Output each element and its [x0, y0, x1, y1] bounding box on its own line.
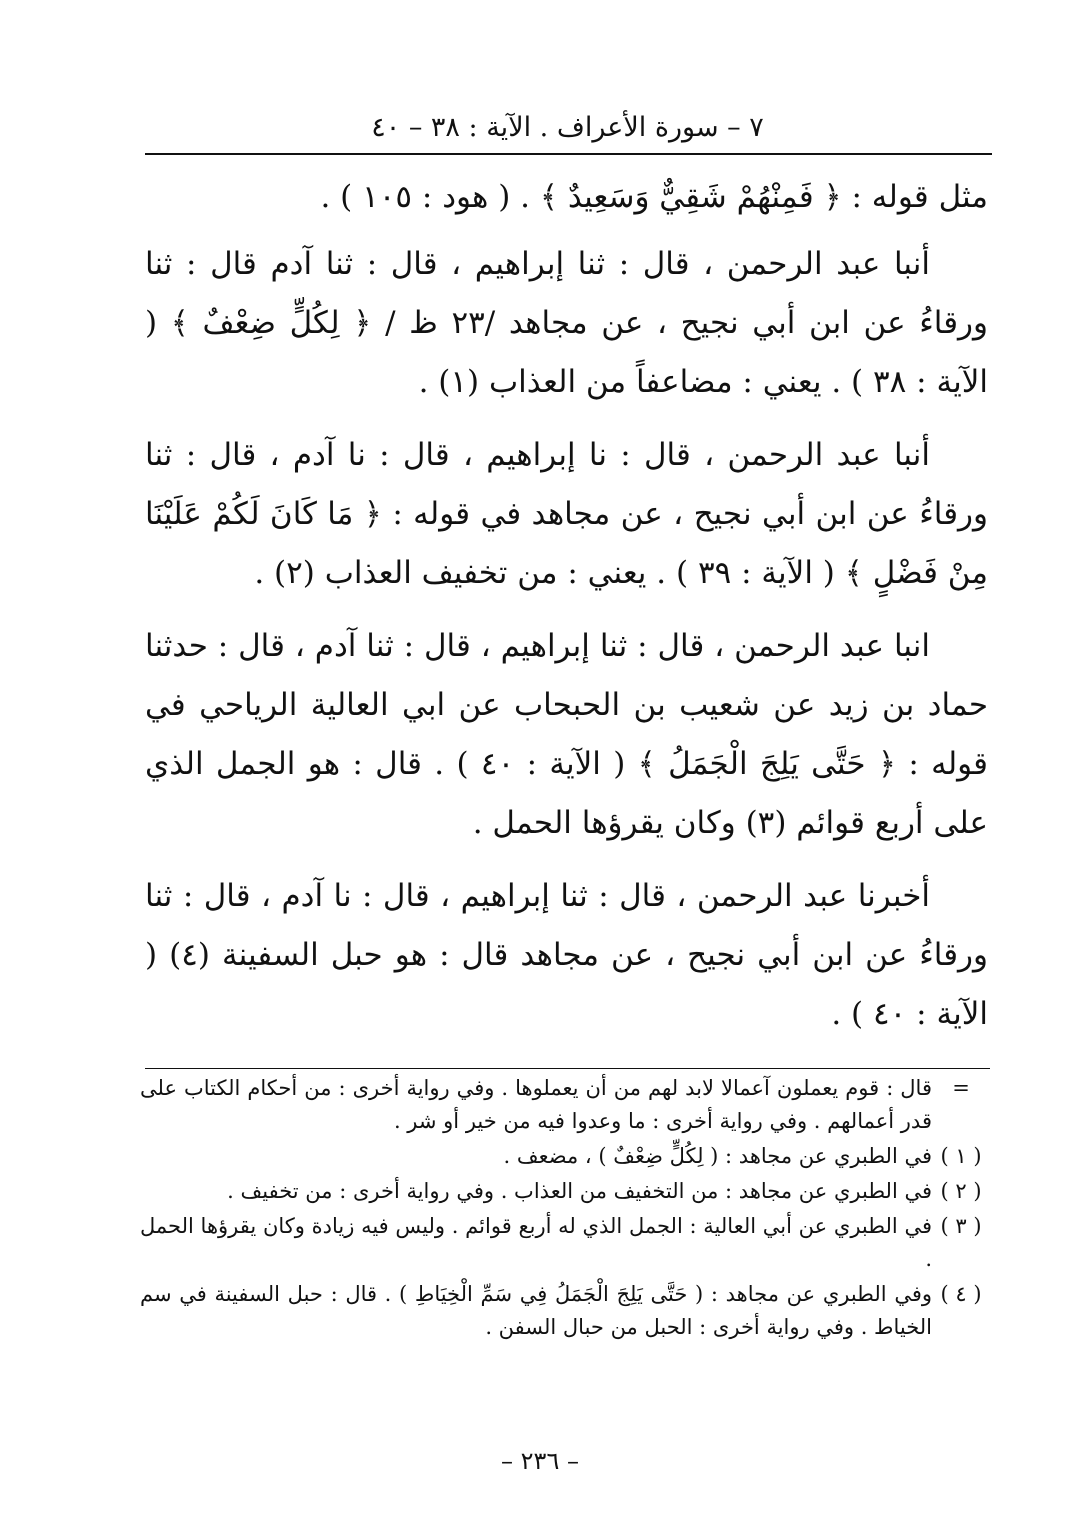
footnote-2 [140, 1175, 990, 1208]
footnote-text: في الطبري عن أبي العالية : الجمل الذي له أربع قوائم . وليس فيه زيادة وكان يقرؤها الحمل . [140, 1214, 932, 1271]
header-rule [145, 153, 992, 155]
paragraph-narration-1: أنبا عبد الرحمن ، قال : ثنا إبراهيم ، قال : ثنا آدم قال : ثنا ورقاءُ عن ابن أبي نجيح ، عن مجاهد /٢٣ ظ / ﴿ لِكُلٍّ ضِعْفٌ ﴾ ( الآية : ٣٨ ) . يعني : مضاعفاً من العذاب (١) . [145, 246, 988, 400]
main-text [145, 168, 988, 1058]
page-number: – ٢٣٦ – [501, 1447, 579, 1475]
footnote-mark: ( ١ ) [940, 1144, 982, 1168]
footnote-rule [145, 1068, 990, 1069]
footnote-text: في الطبري عن مجاهد : من التخفيف من العذاب . وفي رواية أخرى : من تخفيف . [227, 1179, 932, 1203]
footnote-3 [140, 1210, 990, 1276]
footnote-continuation [140, 1072, 990, 1138]
paragraph-narration-2: أنبا عبد الرحمن ، قال : نا إبراهيم ، قال : نا آدم ، قال : ثنا ورقاءُ عن ابن أبي نجيح ، عن مجاهد في قوله : ﴿ مَا كَانَ لَكُمْ عَلَيْنَا مِنْ فَضْلٍ ﴾ ( الآية : ٣٩ ) . يعني : من تخفيف العذاب (٢) . [145, 437, 988, 591]
running-header: ٧ – سورة الأعراف . الآية : ٣٨ – ٤٠ [371, 112, 764, 143]
paragraph-narration-4: أخبرنا عبد الرحمن ، قال : ثنا إبراهيم ، قال : نا آدم ، قال : ثنا ورقاءُ عن ابن أبي نجيح ، عن مجاهد قال : هو حبل السفينة (٤) ( الآية : ٤٠ ) . [145, 878, 988, 1032]
paragraph-intro: مثل قوله : ﴿ فَمِنْهُمْ شَقِيٌّ وَسَعِيدٌ ﴾ . ( هود : ١٠٥ ) . [320, 179, 988, 215]
footnote-mark: ( ٤ ) [940, 1282, 982, 1306]
footnote-mark: = [952, 1076, 970, 1100]
footnote-text: وفي الطبري عن مجاهد : ( حَتَّى يَلِجَ الْجَمَلُ فِي سَمِّ الْخِيَاطِ ) . قال : حبل السفينة في سم الخياط . وفي رواية أخرى : الحبل من حبال السفن . [140, 1282, 932, 1339]
footnote-1 [140, 1140, 990, 1173]
footnote-text: قال : قوم يعملون آعمالا لابد لهم من أن يعملوها . وفي رواية أخرى : من أحكام الكتاب على قدر أعمالهم . وفي رواية أخرى : ما وعدوا فيه من خير أو شر . [140, 1076, 932, 1133]
footnote-text: في الطبري عن مجاهد : ( لِكُلٍّ ضِعْفٌ ) ، مضعف . [503, 1144, 932, 1168]
footnote-4 [140, 1278, 990, 1344]
footnote-mark: ( ٢ ) [940, 1179, 982, 1203]
footnotes [140, 1072, 990, 1346]
paragraph-narration-3: انبا عبد الرحمن ، قال : ثنا إبراهيم ، قال : ثنا آدم ، قال : حدثنا حماد بن زيد عن شعيب بن الحبحاب عن ابي العالية الرياحي في قوله : ﴿ حَتَّى يَلِجَ الْجَمَلُ ﴾ ( الآية : ٤٠ ) . قال : هو الجمل الذي على أربع قوائم (٣) وكان يقرؤها الحمل . [145, 628, 989, 841]
footnote-mark: ( ٣ ) [940, 1214, 982, 1238]
